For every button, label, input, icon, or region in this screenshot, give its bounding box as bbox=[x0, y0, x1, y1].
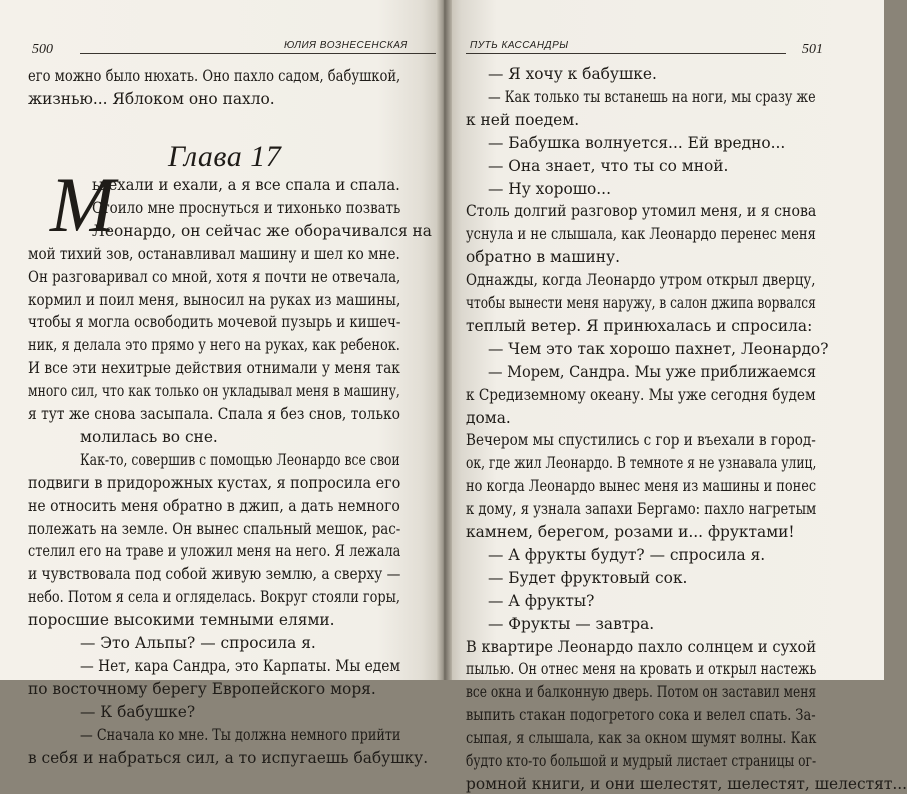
text-line: Как-то, совершив с помощью Леонардо все свои bbox=[80, 450, 400, 469]
text-line: выпить стакан подогретого сока и велел спать. За- bbox=[466, 706, 816, 725]
text-line: кормил и поил меня, выносил на руках из машины, bbox=[28, 290, 401, 309]
text-line: чтобы я могла освободить мочевой пузырь и кишеч- bbox=[28, 313, 401, 332]
text-line: И все эти нехитрые действия отнимали у меня так bbox=[28, 359, 400, 378]
text-line: молилась во сне. bbox=[80, 427, 218, 446]
chapter-title: Глава 17 bbox=[168, 140, 282, 173]
text-line: теплый ветер. Я принюхалась и спросила: bbox=[466, 316, 813, 335]
text-line: — Я хочу к бабушке. bbox=[488, 65, 657, 83]
right-page bbox=[444, 0, 907, 793]
running-head-right: ПУТЬ КАССАНДРЫ bbox=[470, 40, 569, 51]
text-line: ок, где жил Леонардо. В темноте я не узнавала улиц, bbox=[466, 454, 817, 473]
drop-cap: М bbox=[50, 161, 115, 248]
text-line: — К бабушке? bbox=[80, 702, 196, 721]
text-line: Вечером мы спустились с гор и въехали в город- bbox=[466, 431, 816, 450]
text-line: — Сначала ко мне. Ты должна немного прийти bbox=[80, 725, 401, 744]
text-line: Однажды, когда Леонардо утром открыл дверцу, bbox=[466, 271, 816, 290]
text-line: Стоило мне проснуться и тихонько позвать bbox=[92, 198, 401, 217]
text-line: и чувствовала под собой живую землю, а сверху — bbox=[28, 565, 401, 584]
text-line: Он разговаривал со мной, хотя я почти не отвечала, bbox=[28, 267, 401, 286]
text-line: — Ну хорошо... bbox=[488, 179, 611, 198]
text-line: — Морем, Сандра. Мы уже приближаемся bbox=[488, 362, 817, 381]
text-line: мой тихий зов, останавливал машину и шел ко мне. bbox=[28, 244, 400, 263]
text-line: обратно в машину. bbox=[466, 248, 620, 267]
text-line: поросшие высокими темными елями. bbox=[28, 611, 335, 630]
text-line: подвиги в придорожных кустах, я попросила его bbox=[28, 473, 401, 492]
text-line: небо. Потом я села и огляделась. Вокруг стояли горы, bbox=[28, 588, 400, 607]
text-line: к дому, я узнала запахи Бергамо: пахло нагретым bbox=[466, 500, 817, 519]
text-line: камнем, берегом, розами и... фруктами! bbox=[466, 523, 795, 541]
text-line: много сил, что как только он укладывал меня в машину, bbox=[28, 382, 400, 401]
text-line: Столь долгий разговор утомил меня, и я снова bbox=[466, 202, 817, 221]
text-line: — Нет, кара Сандра, это Карпаты. Мы едем bbox=[80, 656, 401, 675]
text-line: к Средиземному океану. Мы уже сегодня будем bbox=[466, 385, 816, 404]
text-line: но когда Леонардо вынес меня из машины и понес bbox=[466, 477, 817, 496]
text-line: жизнью... Яблоком оно пахло. bbox=[28, 90, 275, 108]
text-line: будто кто-то большой и мудрый листает страницы ог- bbox=[466, 752, 817, 770]
header-rule-left bbox=[80, 53, 436, 54]
text-line: — Чем это так хорошо пахнет, Леонардо? bbox=[488, 339, 829, 358]
text-line: пылью. Он отнес меня на кровать и открыл настежь bbox=[466, 660, 817, 679]
left-page bbox=[0, 0, 444, 767]
text-line: к ней поедем. bbox=[466, 110, 580, 129]
text-line: — Как только ты встанешь на ноги, мы сразу же bbox=[488, 87, 816, 106]
text-line: стелил его на траве и уложил меня на него. Я лежала bbox=[28, 542, 401, 561]
text-line: я тут же снова засыпала. Спала я без снов, только bbox=[28, 405, 400, 423]
text-line: ник, я делала это прямо у него на руках, как ребенок. bbox=[28, 336, 400, 355]
page-number-left: 500 bbox=[32, 42, 53, 57]
text-line: все окна и балконную дверь. Потом он заставил меня bbox=[466, 683, 817, 702]
text-line: сыпая, я слышала, как за окном шумят волны. Как bbox=[466, 729, 817, 748]
text-line: по восточному берегу Европейского моря. bbox=[28, 679, 376, 698]
text-line: ы ехали и ехали, а я все спала и спала. bbox=[92, 176, 400, 194]
page-number-right: 501 bbox=[802, 42, 823, 57]
text-line: Леонардо, он сейчас же оборачивался на bbox=[92, 221, 432, 240]
text-line: В квартире Леонардо пахло солнцем и сухой bbox=[466, 637, 817, 656]
text-line: его можно было нюхать. Оно пахло садом, бабушкой, bbox=[28, 67, 401, 85]
text-line: — А фрукты будут? — спросила я. bbox=[488, 545, 766, 564]
running-head-left: ЮЛИЯ ВОЗНЕСЕНСКАЯ bbox=[284, 40, 408, 51]
header-rule-right bbox=[466, 53, 786, 54]
text-line: — Это Альпы? — спросила я. bbox=[80, 634, 316, 652]
text-line: уснула и не слышала, как Леонардо перенес меня bbox=[466, 225, 816, 244]
text-line: ромной книги, и они шелестят, шелестят, шелестят... bbox=[466, 774, 907, 793]
text-line: в себя и набраться сил, а то испугаешь бабушку. bbox=[28, 748, 429, 767]
text-line: полежать на земле. Он вынес спальный мешок, рас- bbox=[28, 519, 401, 538]
text-line: чтобы вынести меня наружу, в салон джипа ворвался bbox=[466, 294, 816, 312]
text-line: — А фрукты? bbox=[488, 591, 595, 610]
book-spine bbox=[436, 0, 452, 680]
text-line: — Фрукты — завтра. bbox=[488, 614, 655, 633]
text-line: — Она знает, что ты со мной. bbox=[488, 156, 729, 175]
text-line: не относить меня обратно в джип, а дать немного bbox=[28, 496, 400, 515]
text-line: — Будет фруктовый сок. bbox=[488, 568, 688, 587]
text-line: — Бабушка волнуется... Ей вредно... bbox=[488, 133, 786, 152]
text-line: дома. bbox=[466, 408, 511, 427]
